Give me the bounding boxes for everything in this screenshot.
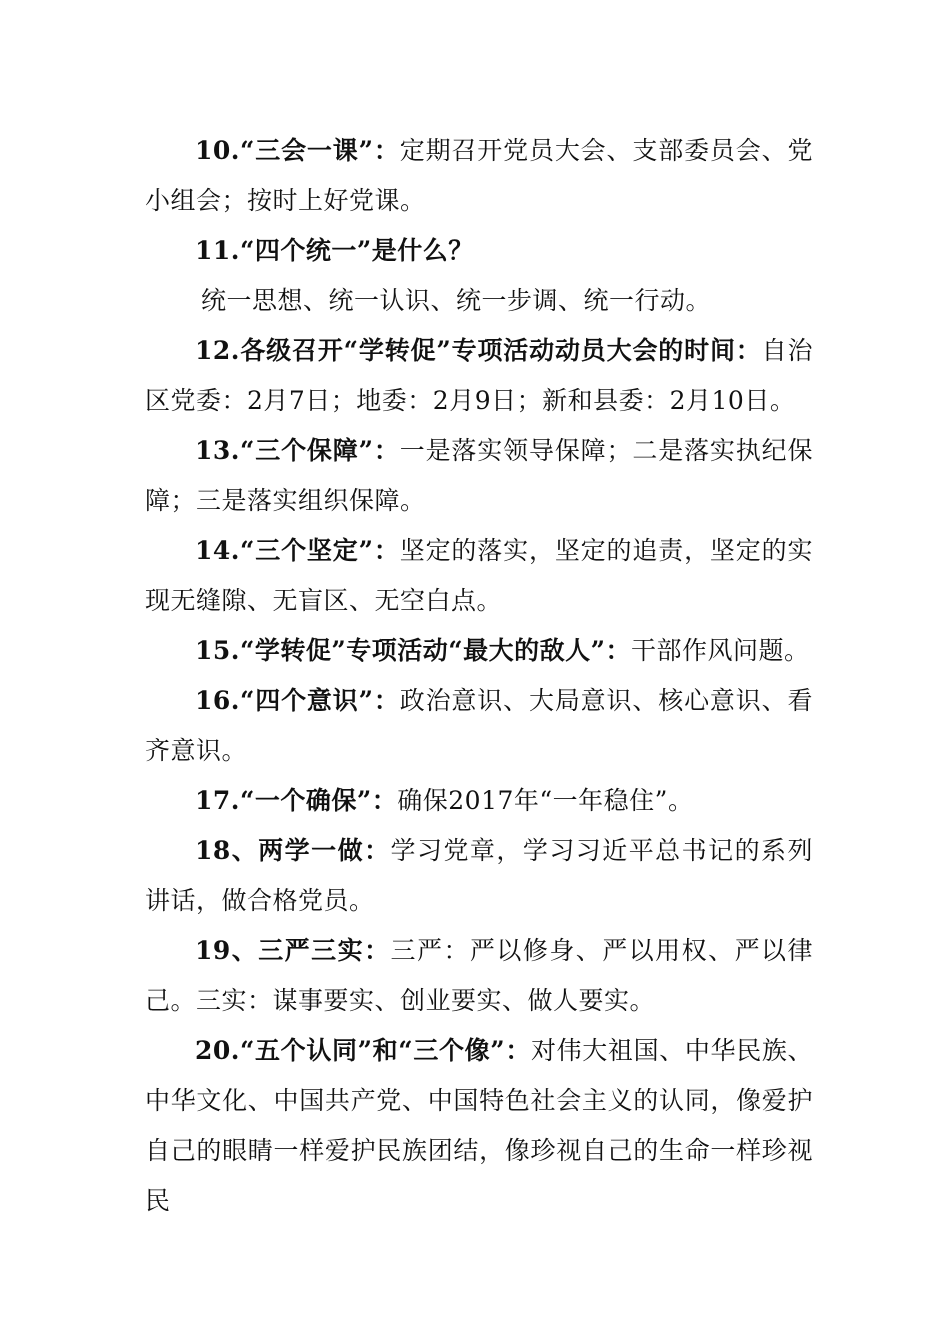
item-text: 一是落实领导保障；二是落实执纪保障；三是落实组织保障。: [145, 436, 813, 515]
item-text: 自治区党委：2月7日；地委：2月9日；新和县委：2月10日。: [145, 336, 813, 415]
item-12: [145, 326, 813, 426]
document-page: [145, 126, 813, 1226]
item-text: 三严：严以修身、严以用权、严以律己。三实：谋事要实、创业要实、做人要实。: [145, 936, 813, 1015]
item-text: 统一思想、统一认识、统一步调、统一行动。: [201, 286, 712, 315]
item-heading: 16.“四个意识”：: [195, 686, 400, 715]
item-heading: 15.“学转促”专项活动“最大的敌人”：: [195, 636, 632, 665]
item-14: [145, 526, 813, 626]
item-13: [145, 426, 813, 526]
item-heading: 19、三严三实：: [195, 936, 391, 965]
item-text: 确保2017年“一年稳住”。: [397, 786, 694, 815]
item-19: [145, 926, 813, 1026]
item-heading: 14.“三个坚定”：: [195, 536, 400, 565]
item-text: 干部作风问题。: [631, 636, 810, 665]
item-heading: 20.“五个认同”和“三个像”：: [195, 1036, 531, 1065]
item-text: 定期召开党员大会、支部委员会、党小组会；按时上好党课。: [145, 136, 813, 215]
item-17: [145, 776, 813, 826]
item-text: 学习党章，学习习近平总书记的系列讲话，做合格党员。: [145, 836, 813, 915]
item-heading: 13.“三个保障”：: [195, 436, 400, 465]
item-heading: 17.“一个确保”：: [195, 786, 398, 815]
item-text: 政治意识、大局意识、核心意识、看齐意识。: [145, 686, 813, 765]
item-20: [145, 1026, 813, 1226]
item-heading: 11.“四个统一”是什么？: [195, 236, 474, 265]
item-heading: 12.各级召开“学转促”专项活动动员大会的时间：: [195, 336, 762, 365]
item-heading: 18、两学一做：: [195, 836, 391, 865]
item-16: [145, 676, 813, 776]
item-text: 对伟大祖国、中华民族、中华文化、中国共产党、中国特色社会主义的认同，像爱护自己的眼睛一样爱护民族团结，像珍视自己的生命一样珍视民: [145, 1036, 813, 1215]
item-11: [145, 226, 813, 276]
item-15: [145, 626, 813, 676]
item-10: [145, 126, 813, 226]
item-11-answer: [145, 276, 813, 326]
item-text: 坚定的落实，坚定的追责，坚定的实现无缝隙、无盲区、无空白点。: [145, 536, 813, 615]
item-18: [145, 826, 813, 926]
item-heading: 10.“三会一课”：: [195, 136, 400, 165]
